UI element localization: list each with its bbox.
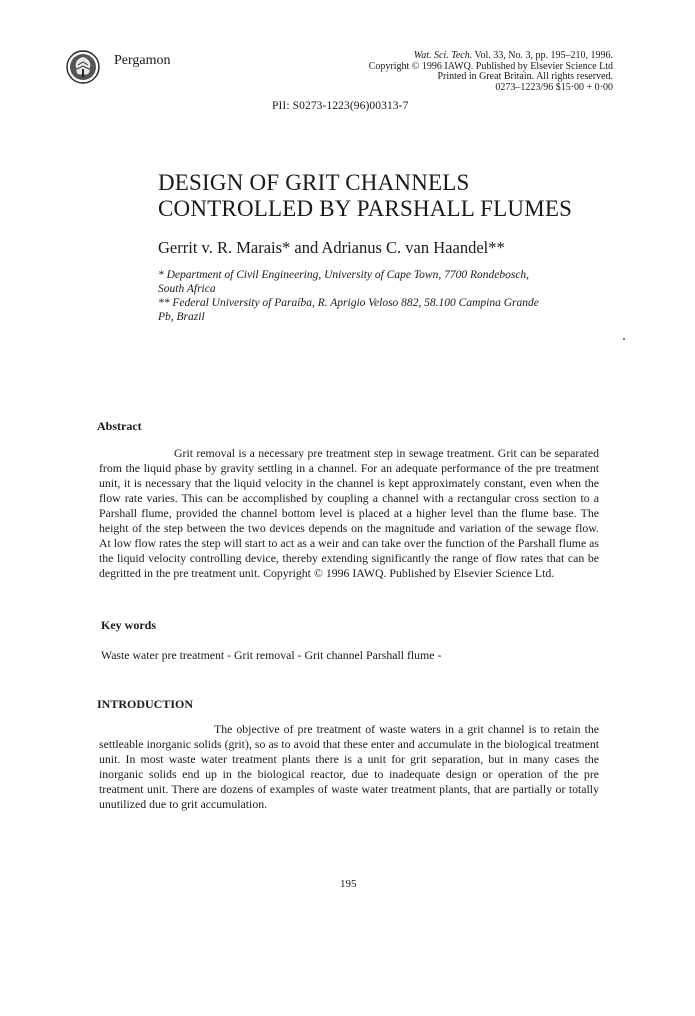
keywords-text: Waste water pre treatment - Grit removal - Grit channel Parshall flume - xyxy=(101,648,442,662)
pii-identifier: PII: S0273-1223(96)00313-7 xyxy=(272,100,409,112)
scan-speck xyxy=(623,338,625,340)
page-number: 195 xyxy=(340,878,357,890)
title-line: DESIGN OF GRIT CHANNELS xyxy=(158,170,470,195)
abstract-heading: Abstract xyxy=(97,419,142,433)
affiliation-line: * Department of Civil Engineering, University of Cape Town, 7700 Rondebosch, xyxy=(158,269,530,281)
paper-title xyxy=(158,170,572,222)
affiliation-line: Pb, Brazil xyxy=(158,311,205,323)
affiliation-line: ** Federal University of Paraíba, R. Aprigio Veloso 882, 58.100 Campina Grande xyxy=(158,297,539,309)
citation-copyright-line: Copyright © 1996 IAWQ. Published by Elsevier Science Ltd xyxy=(368,60,613,72)
introduction-heading: INTRODUCTION xyxy=(97,697,194,711)
title-line: CONTROLLED BY PARSHALL FLUMES xyxy=(158,196,573,221)
abstract-text: Grit removal is a necessary pre treatment step in sewage treatment. Grit can be separated from the liquid phase by gravity settling in a channel. For an adequate performance of the pre treatment unit, it is necessary that the liquid velocity in the channel is kept approximately constant, even when the flow rate varies. This can be accomplished by coupling a channel with a rectangular cross section to a Parshall flume, provided the channel bottom level is placed at a higher level than the flume base. The height of the step between the two devices depends on the magnitude and variation of the sewage flow. At low flow rates the step will start to act as a weir and can take over the function of the Parshall flume as the liquid velocity controlling device, thereby extending significantly the range of flow rates that can be degritted in the pre treatment unit. Copyright © 1996 IAWQ. Published by Elsevier Science Ltd. xyxy=(99,446,599,580)
introduction-text: The objective of pre treatment of waste waters in a grit channel is to retain the settleable inorganic solids (grit), so as to avoid that these enter and accumulate in the biological treatment unit. In most waste water treatment plants there is a unit for grit separation, but in many cases the inorganic solids end up in the biological reactor, due to inadequate design or operation of the pre treatment unit. There are dozens of examples of waste water treatment plants, that are partially or totally unutilized due to grit accumulation. xyxy=(99,722,599,811)
affiliations xyxy=(158,268,539,324)
authors: Gerrit v. R. Marais* and Adrianus C. van Haandel** xyxy=(158,238,505,257)
affiliation-line: South Africa xyxy=(158,283,216,295)
publisher-name: Pergamon xyxy=(114,53,171,68)
citation-journal-line: Wat. Sci. Tech. Vol. 33, No. 3, pp. 195–210, 1996. xyxy=(413,50,613,61)
citation-issn-line: 0273–1223/96 $15·00 + 0·00 xyxy=(495,81,613,93)
citation-printed-line: Printed in Great Britain. All rights reserved. xyxy=(437,71,613,82)
citation-block xyxy=(369,51,613,93)
keywords-heading: Key words xyxy=(101,618,156,632)
publisher-logo-icon xyxy=(66,50,100,84)
